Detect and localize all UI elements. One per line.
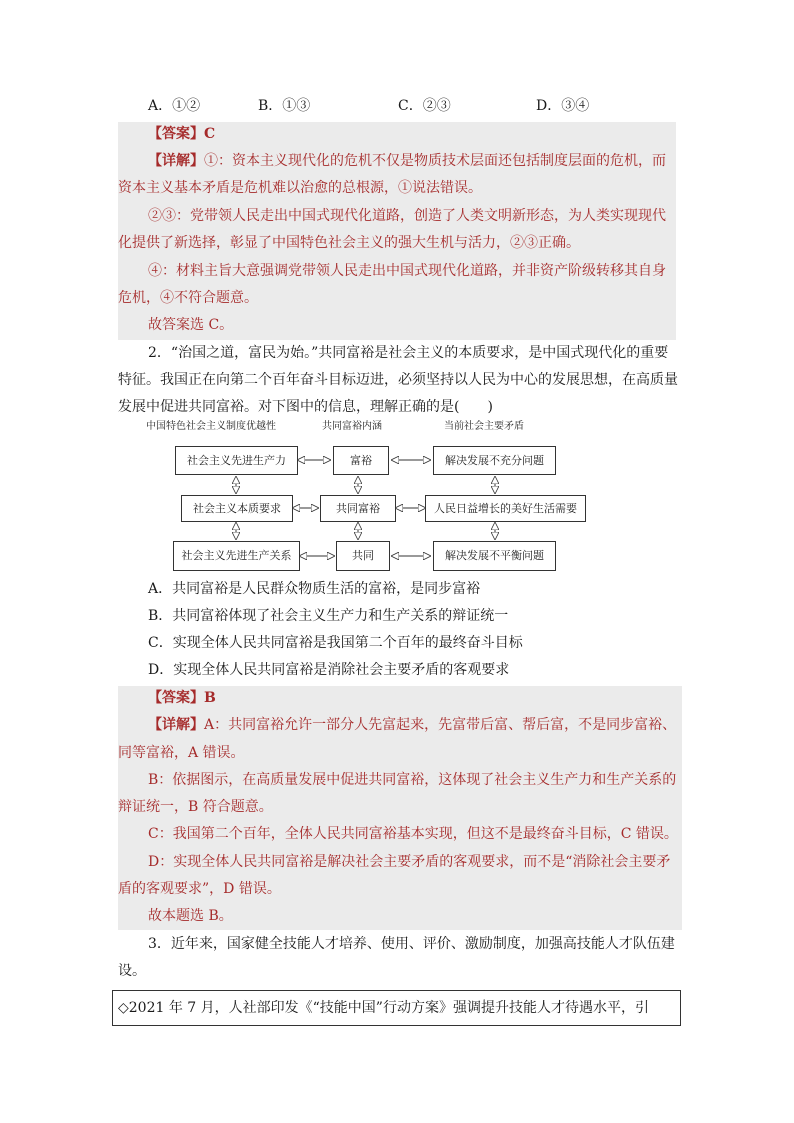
- q2-detail-b1: B：依据图示，在高质量发展中促进共同富裕，这体现了社会主义生产力和生产关系的: [148, 772, 677, 788]
- q1-option-a: A．①②: [148, 98, 201, 114]
- q1-option-d: D．③④: [536, 98, 590, 114]
- box-r3-c1: 社会主义先进生产关系: [173, 541, 300, 571]
- q2-detail-a1: [148, 715, 676, 735]
- q1-detail-3b: 危机，④不符合题意。: [118, 290, 258, 306]
- box-r2-c3: 人民日益增长的美好生活需要: [425, 495, 586, 522]
- q2-option-c: C．实现全体人民共同富裕是我国第二个百年的最终奋斗目标: [148, 635, 523, 651]
- q1-detail-2b: 化提供了新选择，彰显了中国特色社会主义的强大生机与活力，②③正确。: [118, 235, 580, 251]
- q2-detail-b2: 辩证统一，B 符合题意。: [118, 799, 273, 815]
- q1-detail-3a: ④：材料主旨大意强调党带领人民走出中国式现代化道路，并非资产阶级转移其自身: [148, 263, 666, 279]
- q2-detail-a1-text: A：共同富裕允许一部分人先富起来，先富带后富、帮后富，不是同步富裕、: [204, 717, 677, 733]
- q2-stem-1: 2．“治国之道，富民为始。”共同富裕是社会主义的本质要求，是中国式现代化的重要: [148, 345, 669, 361]
- q2-detail-c: C：我国第二个百年，全体人民共同富裕基本实现，但这不是最终奋斗目标，C 错误。: [148, 826, 678, 842]
- q2-stem-2: 特征。我国正在向第二个百年奋斗目标迈进，必须坚持以人民为中心的发展思想，在高质量: [118, 372, 678, 388]
- q3-material-1: ◇2021 年 7 月，人社部印发《“技能中国”行动方案》强调提升技能人才待遇水平，引: [118, 1000, 649, 1016]
- box-r1-c1: 社会主义先进生产力: [175, 446, 298, 475]
- q2-option-a: A．共同富裕是人民群众物质生活的富裕，是同步富裕: [148, 581, 481, 597]
- q1-answer: 【答案】C: [148, 126, 216, 142]
- q1-detail-1a-text: ①：资本主义现代化的危机不仅是物质技术层面还包括制度层面的危机，而: [204, 153, 666, 169]
- box-r3-c3: 解决发展不平衡问题: [433, 541, 556, 571]
- q2-stem-3: 发展中促进共同富裕。对下图中的信息，理解正确的是( ): [118, 399, 493, 415]
- box-r1-c2: 富裕: [333, 446, 389, 475]
- box-r3-c2: 共同: [336, 541, 390, 571]
- q2-option-d: D．实现全体人民共同富裕是消除社会主要矛盾的客观要求: [148, 662, 510, 678]
- q1-detail-1b: 资本主义基本矛盾是危机难以治愈的总根源，①说法错误。: [118, 180, 482, 196]
- diagram-col-label-2: 共同富裕内涵: [322, 421, 382, 432]
- diagram-col-label-1: 中国特色社会主义制度优越性: [146, 421, 276, 432]
- q3-stem-1: 3．近年来，国家健全技能人才培养、使用、评价、激励制度，加强高技能人才队伍建: [148, 936, 675, 952]
- box-r1-c3: 解决发展不充分问题: [433, 446, 556, 475]
- q2-option-b: B．共同富裕体现了社会主义生产力和生产关系的辩证统一: [148, 608, 509, 624]
- q2-detail-a2: 同等富裕，A 错误。: [118, 745, 245, 761]
- q2-conclusion: 故本题选 B。: [148, 908, 233, 924]
- q1-detail-label: 【详解】: [148, 153, 204, 169]
- diagram-col-label-3: 当前社会主要矛盾: [444, 421, 524, 432]
- q2-detail-d2: 盾的客观要求”，D 错误。: [118, 881, 281, 897]
- q1-conclusion: 故答案选 C。: [148, 317, 234, 333]
- box-r2-c1: 社会主义本质要求: [181, 495, 293, 522]
- q1-option-c: C．②③: [398, 98, 451, 114]
- box-r2-c2: 共同富裕: [320, 495, 396, 522]
- q2-answer: 【答案】B: [148, 690, 216, 706]
- q3-stem-2: 设。: [118, 963, 146, 979]
- q2-detail-label: 【详解】: [148, 717, 204, 733]
- q1-detail-2a: ②③：党带领人民走出中国式现代化道路，创造了人类文明新形态，为人类实现现代: [148, 208, 666, 224]
- q1-option-b: B．①③: [258, 98, 311, 114]
- q2-detail-d1: D：实现全体人民共同富裕是解决社会主要矛盾的客观要求，而不是“消除社会主要矛: [148, 854, 671, 870]
